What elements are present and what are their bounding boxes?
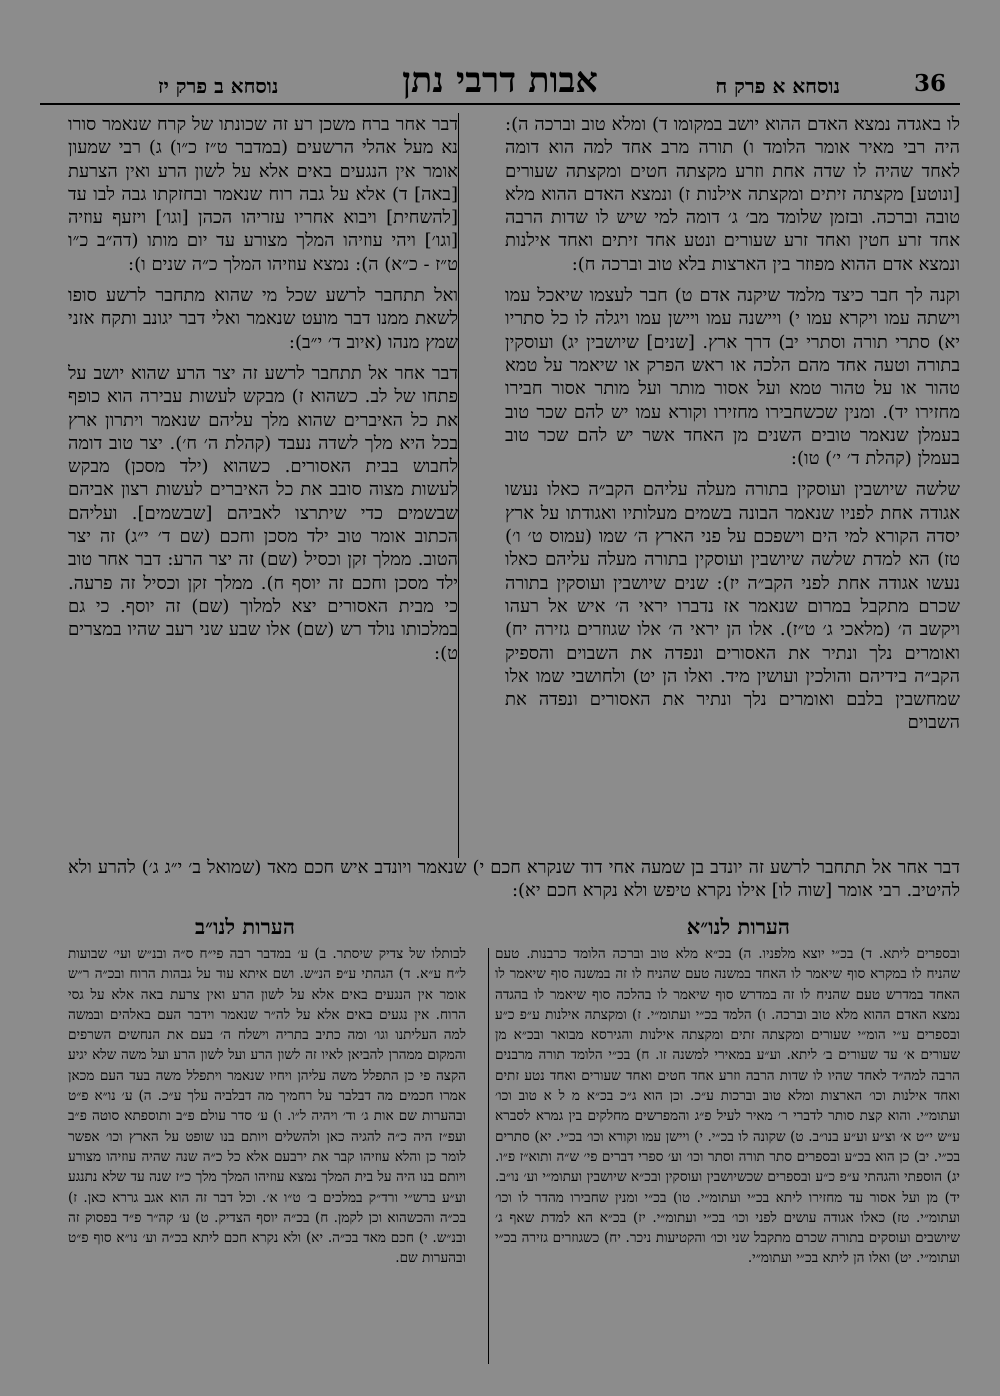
- full-width-paragraph: דבר אחר אל תתחבר לרשע זה יונדב בן שמעה אחי דוד שנקרא חכם י) שנאמר ויונדב איש חכם מאד (שמואל ב׳ י״ג ג׳) להרע ולא להיטיב. רבי אומר [שוה לו] אילו נקרא טיפש ולא נקרא חכם יא):: [68, 857, 960, 902]
- header-rule: [40, 103, 960, 105]
- notes-divider: [488, 948, 489, 1364]
- paragraph: דבר אחר ברח משכן רע זה שכונתו של קרח שנאמר סורו נא מעל אהלי הרשעים (במדבר ט״ז כ״ו) ג) רבי שמעון אומר אין הנגעים באים אלא על לשון הרע ואין הצרעת [באה] ד) אלא על גבה רוח שנאמר ובחזקתו גבה לבו עד [להשחית] ויבוא אחריו עזריהו הכהן [וגו׳] ויזעף עוזיה [וגו׳] ויהי עוזיהו המלך מצורע עד יום מותו (דה״ב כ״ו ט״ז - כ״א) ה): נמצא עוזיהו המלך כ״ה שנים ו):: [68, 114, 458, 275]
- paragraph: לו באגדה נמצא האדם ההוא יושב במקומו ד) ומלא טוב וברכה ה): היה רבי מאיר אומר הלומד ו) תורה מרב אחד למה הוא דומה לאחד שהיה לו שדה אחת וזרע מקצתה חטים ומקצתה שעורים [ונוטע] מקצתה זיתים ומקצתה אילנות ז) ונמצא האדם ההוא מלא טובה וברכה. ובזמן שלומד מב׳ ג׳ דומה למי שיש לו שדות הרבה אחד זרע חטין ואחד זרע שעורים ונטע אחד זיתים ואחד אילנות ונמצא אדם ההוא מפוזר בין הארצות בלא טוב וברכה ח):: [505, 114, 960, 275]
- paragraph: דבר אחר אל תתחבר לרשע זה יצר הרע שהוא יושב על פתחו של לב. כשהוא ז) מבקש לעשות עבירה הוא כופף את כל האיברים שהוא מלך עליהם שנאמר ויתרון ארץ בכל היא מלך לשדה נעבד (קהלת ה׳ ח׳). יצר טוב דומה לחבוש בבית האסורים. כשהוא (ילד מסכן) מבקש לעשות מצוה סובב את כל האיברים לעשות רצון אביהם שבשמים כדי שיתרצו לאביהם [שבשמים]. ועליהם הכתוב אומר טוב ילד מסכן וחכם (שם ד׳ י״ג) זה יצר הטוב. ממלך זקן וכסיל (שם) זה יצר הרע: דבר אחר טוב ילד מסכן וחכם זה יוסף ח). ממלך זקן וכסיל זה פרעה. כי מבית האסורים יצא למלוך (שם) זה יוסף. כי גם במלכותו נולד רש (שם) אלו שבע שני רעב שהיו במצרים ט):: [68, 362, 458, 664]
- page-title: אבות דרבי נתן: [402, 60, 598, 101]
- running-head-right: נוסחא א פרק ח: [715, 74, 840, 98]
- notes-a: [495, 944, 960, 1364]
- notes-a-title: הערות לנו״א: [686, 914, 790, 939]
- paragraph: שלשה שיושבין ועוסקין בתורה מעלה עליהם הקב״ה כאלו נעשו אגודה אחת לפניו שנאמר הבונה בשמים מעלותיו ואגודתו על ארץ יסדה הקורא למי הים וישפכם על פני הארץ ה׳ שמו (עמוס ט׳ ו׳) טז) הא למדת שלשה שיושבין ועוסקין בתורה מעלה עליהם כאלו נעשו אגודה אחת לפני הקב״ה יז): שנים שיושבין ועוסקין בתורה שכרם מתקבל במרום שנאמר אז נדברו יראי ה׳ איש אל רעהו ויקשב ה׳ (מלאכי ג׳ ט״ז). אלו הן יראי ה׳ אלו שגוזרים גזירה יח) ואומרים נלך ונתיר את האסורים ונפדה את השבוים והספיק הקב״ה בידיהם והולכין ועושין מיד. ואלו הן יט) ולחושבי שמו אלו שמחשבין בלבם ואומרים נלך ונתיר את האסורים ונפדה את השבוים: [505, 479, 960, 734]
- column-divider: [458, 113, 459, 858]
- version-b-column: [68, 113, 458, 855]
- paragraph: ואל תתחבר לרשע שכל מי שהוא מתחבר לרשע סופו לשאת ממנו דבר מועט שנאמר ואלי דבר יגונב ותקח אזני שמץ מנהו (איוב ד׳ י״ב):: [68, 285, 458, 353]
- page-number: 36: [913, 70, 946, 97]
- page-header: [40, 58, 960, 108]
- notes-b-text: לבותלו של צדיק שיסתר. ב) ע׳ במדבר רבה פי״ח ס״ה ובנ״ש ועי׳ שבועות ל״ח ע״א. ד) הגהתי ע״פ הנ״ש. ושם איתא עוד על גבהות הרוח ובכ״ה ר״ש אומר אין הנגעים באים אלא על לשון הרע ואין צרעת באה אלא על גסי הרוח. אין נגעים באים אלא על לה״ר שנאמר וידבר העם באלהים ובמשה למה העליתנו וגו׳ ומה כתיב בתריה וישלח ה׳ בעם את הנחשים השרפים והמקום ממהרן להביאן לאיו זה לשון הרע ועל לשון הרע ועל משה שלא יגיע הקצה פי כן התפלל משה עליהן ויחיו שנאמר ויתפלל משה בעד העם מכאן אמרו חכמים מה דבלבר על רחמיך מה דבלביה עלך ע״כ. ה) ע׳ נו״א פ״ט ובהערות שם אות ג׳ וד׳ ויהיה ל״ו. ו) ע׳ סדר עולם פ״ב ותוספתא סוטה פ״ב ועפ״ז היה כ״ה להגיה כאן ולהשלים ויותם בנו שופט על הארץ וכו׳ אפשר לומר כן והלא עוזיהו קבר את ירבעם אלא כל כ״ה שנה שהיה עוזיהו מצורע ויותם בנו היה על בית המלך נמצא עוזיהו המלך מלך כ״ז שנה עד שלא נתנגע וע״ע ברש״י ורד״ק במלכים ב׳ ט״ו א׳. וכל דבר זה הוא אגב גררא כאן. ז) בכ״ה והכשהוא וכן לקמן. ח) בכ״ה יוסף הצדיק. ט) ע׳ קה״ר פ״ד בפסוק זה ובנ״ש. י) חכם מאד בכ״ה. יא) ולא נקרא חכם ליתא בכ״ה וע׳ נו״א סוף פ״ט ובהערות שם.: [68, 946, 466, 1267]
- notes-b: [68, 944, 466, 1364]
- notes-b-title: הערות לנו״ב: [195, 914, 295, 939]
- notes-a-text: ובספרים ליתא. ד) בכ״י יוצא מלפניו. ה) בכ״א מלא טוב וברכה הלומד כרבנות. טעם שהניח לו במקרא סוף שיאמר לו האחד במשנה טעם שהניח לו זה במשנה סוף שיאמר לו האחד במדרש טעם שהניח לו זה במדרש סוף שיאמר לו בהלכה סוף שיאמר לו בהגדה נמצא האדם ההוא מלא טוב וברכה. ו) הלמד בכ״י ועתומ״י. ז) ומקצתה אילנות ע״פ כ״ע ובספרים ע״י הומ״י שעורים ומקצתה זתים ומקצתה אילנות והגירסא מבואר ובכ״א מן שעורים א׳ עד שעורים ב׳ ליתא. וע״ע במאירי למשנה זו. ח) בכ״י הלומד תורה מרבנים הרבה למה״ד לאחד שהיו לו שדות הרבה וזרע אחד חטים ואחד שעורים ואחד נטע זתים ואחד אילנות וכו׳ הארצות ומלא טוב וברכות ע״כ. וכן הוא ג״כ בכ״א מ ל א טוב וכו׳ ועתומ״י. והוא קצת סותר לדברי ר׳ מאיר לעיל פ״ג והמפרשים מחלקים בין גמרא לסברא ע״ש י״ט א׳ וצ״ע וע״ע בנו״ב. ט) שקונה לו בכ״י. י) ויישן עמו וקורא וכו׳ בכ״י. יא) סתרים בכ״י. יב) כן הוא בכ״ע ובספרים סתר תורה וסתר וכו׳ וע׳ ספרי דברים פי׳ ש״ה ותוא״ז פ״ו. יג) הוספתי והגהתי ע״פ כ״ע ובספרים שכשיושבין ועוסקין ובכ״א שיושבין ועתומ״י וע׳ נו״ב. יד) מן ועל אסור עד מחזירו ליתא בכ״י ועתומ״י. טו) בכ״י ומנין שחבירו מהדר לו וכו׳ ועתומ״י. טז) כאלו אגודה עושים לפני וכו׳ בכ״י ועתומ״י. יז) בכ״א הא למדת שאף ג׳ שיושבים ועוסקים בתורה שכרם מתקבל שני וכו׳ והקטיעות ניכר. יח) כשגוזרים גזירה בכ״י ועתומ״י. יט) ואלו הן ליתא בכ״י ועתומ״י.: [495, 946, 960, 1267]
- paragraph: וקנה לך חבר כיצד מלמד שיקנה אדם ט) חבר לעצמו שיאכל עמו וישתה עמו ויקרא עמו י) ויישנה עמו ויישן עמו ויגלה לו כל סתריו יא) סתרי תורה וסתרי יב) דרך ארץ. [שנים] שיושבין יג) ועוסקין בתורה וטעה אחד מהם הלכה או ראש הפרק או שיאמר על טמא טהור או על טהור טמא ועל אסור מותר ועל מותר אסור חבירו מחזירו יד). ומנין שכשחבירו מחזירו וקורא עמו יש להם שכר טוב בעמלן שנאמר טובים השנים מן האחד אשר יש להם שכר טוב בעמלן (קהלת ד׳ י׳) טו):: [505, 285, 960, 470]
- running-head-left: נוסחא ב פרק יז: [158, 74, 279, 98]
- version-a-column: [505, 113, 960, 858]
